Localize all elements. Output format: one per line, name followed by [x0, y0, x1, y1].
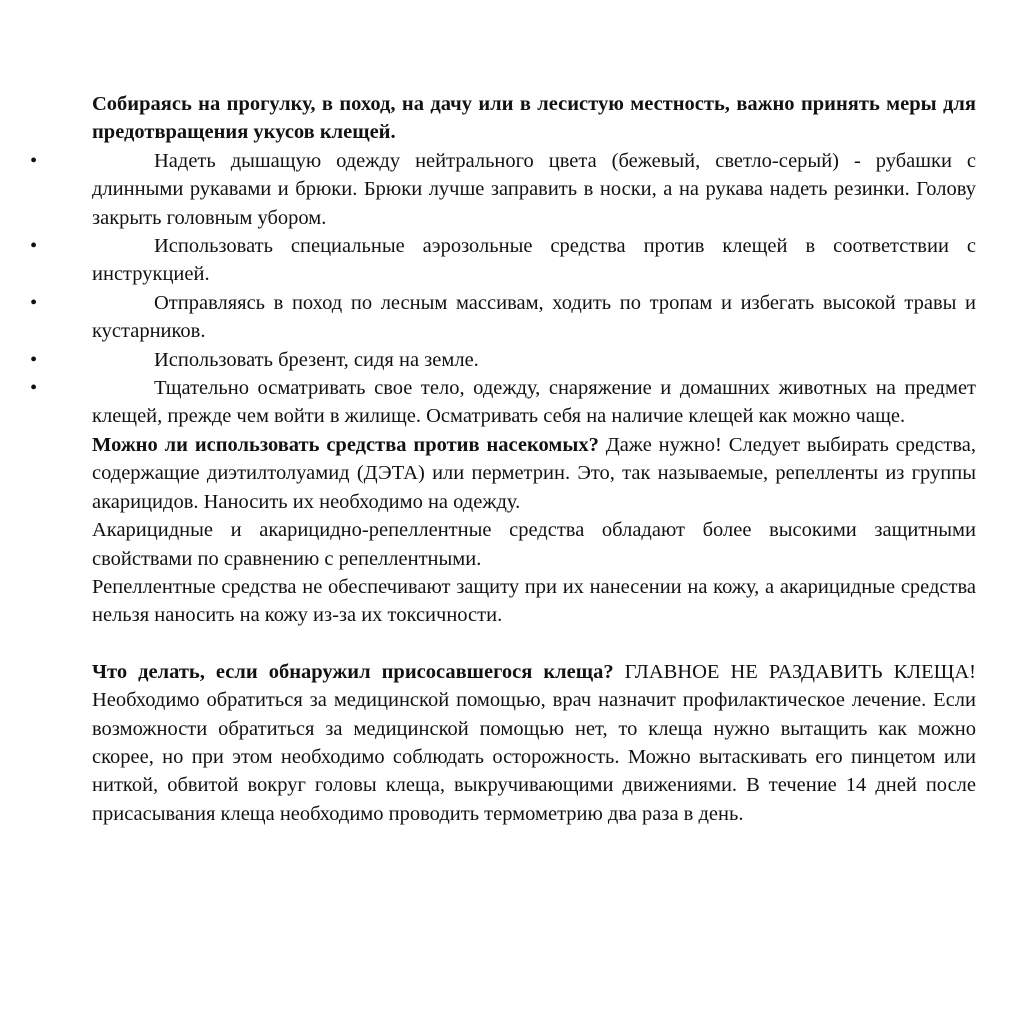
bullet-text: Использовать специальные аэрозольные средства против клещей в соответствии с инструкцией.: [92, 235, 976, 286]
repellent-answer: Даже нужно! Следует выбирать средства, содержащие диэтилтолуамид (ДЭТА) или перметрин. Это, так называемые, репелленты из группы акарицидов. Наносить их необходимо на одежду.: [92, 433, 976, 513]
repellent-paragraph: [92, 431, 976, 516]
bullet-icon: •: [30, 377, 38, 400]
bullet-text: Отправляясь в поход по лесным массивам, ходить по тропам и избегать высокой травы и кустарников.: [92, 291, 976, 343]
bullet-icon: •: [30, 348, 38, 371]
bullet-icon: •: [30, 291, 38, 314]
tick-bite-answer: ГЛАВНОЕ НЕ РАЗДАВИТЬ КЛЕЩА! Необходимо обратиться за медицинской помощью, врач назначит профилактическое лечение. Если возможности обратиться за медицинской помощью нет, то клеща нужно вытащить как можно скорее, но при этом необходимо соблюдать осторожность. Можно вытаскивать его пинцетом или ниткой, обвитой вокруг головы клеща, выкручивающими движениями. В течение 14 дней после присасывания клеща необходимо проводить термометрию два раза в день.: [92, 660, 976, 825]
tick-bite-paragraph: [92, 658, 976, 828]
document-page: [30, 90, 976, 828]
bullet-text: Надеть дышащую одежду нейтрального цвета (бежевый, светло-серый) - рубашки с длинными рукавами и брюки. Брюки лучше заправить в носки, а на рукава надеть резинки. Голову закрыть головным убором.: [92, 149, 976, 229]
bullet-item-trails: [30, 289, 976, 346]
skin-paragraph: Репеллентные средства не обеспечивают защиту при их нанесении на кожу, а акарицидные средства нельзя наносить на кожу из-за их токсичности.: [92, 575, 976, 627]
bullet-icon: •: [30, 149, 38, 172]
bullet-item-tarp: [30, 346, 976, 374]
bullet-item-aerosol: [30, 232, 976, 289]
acaricide-paragraph: Акарицидные и акарицидно-репеллентные средства обладают более высокими защитными свойствами по сравнению с репеллентными.: [92, 519, 976, 570]
tick-bite-question: Что делать, если обнаружил присосавшегося клеща?: [92, 660, 614, 683]
bullet-item-inspection: [30, 374, 976, 431]
intro-heading: Собираясь на прогулку, в поход, на дачу или в лесистую местность, важно принять меры для предотвращения укусов клещей.: [92, 93, 976, 144]
bullet-item-clothing: [30, 147, 976, 232]
bullet-text: Тщательно осматривать свое тело, одежду, снаряжение и домашних животных на предмет клещей, прежде чем войти в жилище. Осматривать себя на наличие клещей как можно чаще.: [92, 377, 976, 428]
bullet-icon: •: [30, 235, 38, 258]
paragraph-spacer: [92, 630, 976, 658]
bullet-text: Использовать брезент, сидя на земле.: [154, 348, 479, 371]
repellent-question: Можно ли использовать средства против насекомых?: [92, 433, 599, 456]
